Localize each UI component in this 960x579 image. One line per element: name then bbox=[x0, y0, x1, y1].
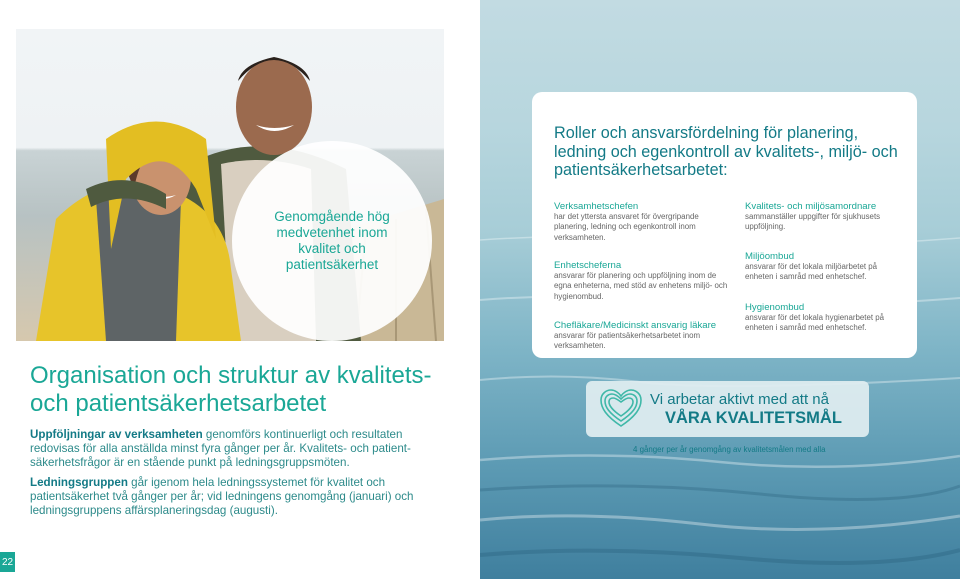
page-number: 22 bbox=[0, 552, 15, 572]
paragraph-followup-text: genomförs kontinuerligt och resultaten redovisas för alla anställda minst fyra gånger per år. Kvalitets- och patient-säkerhetsfrågor är en stående punkt på ledningsgruppsmöten. bbox=[30, 428, 411, 469]
goal-note: 4 gånger per år genomgång av kvalitetsmålen med alla bbox=[633, 445, 826, 454]
role-description: ansvarar för det lokala hygienarbetet på enheten i samråd med enhetschef. bbox=[745, 313, 885, 333]
role-verksamhetschef bbox=[554, 201, 732, 243]
banner-line1: Vi arbetar aktivt med att nå bbox=[650, 391, 829, 408]
role-description: har det yttersta ansvaret för övergripande planering, ledning och egenkontroll inom verksamheten. bbox=[554, 212, 699, 242]
paragraph-followup-lead: Uppföljningar av verksamheten bbox=[30, 428, 203, 441]
role-miljoombud bbox=[745, 251, 905, 283]
paragraph-followup bbox=[30, 428, 440, 470]
photo-caption-badge bbox=[232, 141, 432, 341]
banner-line2: VÅRA KVALITETSMÅL bbox=[665, 409, 842, 427]
role-description: ansvarar för planering och uppföljning inom de egna enheterna, med stöd av enhetens miljö- och hygienombud. bbox=[554, 271, 728, 301]
role-heading: Chefläkare/Medicinskt ansvarig läkare bbox=[554, 320, 717, 331]
role-kvalitetssamordnare bbox=[745, 201, 905, 233]
quality-goals-banner bbox=[586, 381, 869, 437]
role-description: ansvarar för det lokala miljöarbetet på enheten i samråd med enhetschef. bbox=[745, 262, 878, 282]
role-heading: Hygienombud bbox=[745, 302, 805, 313]
paragraph-management bbox=[30, 476, 440, 518]
roles-card-title: Roller och ansvarsfördelning för planering, ledning och egenkontroll av kvalitets-, miljö- och patientsäkerhetsarbetet: bbox=[554, 124, 898, 179]
photo-caption: Genomgående hög medvetenhet inom kvalitet och patientsäkerhet bbox=[274, 209, 390, 272]
section-title: Organisation och struktur av kvalitets- och patientsäkerhetsarbetet bbox=[30, 362, 432, 417]
role-heading: Verksamhetschefen bbox=[554, 201, 639, 212]
role-description: sammanställer uppgifter för sjukhusets uppföljning. bbox=[745, 212, 881, 232]
role-enhetschefer bbox=[554, 260, 732, 302]
roles-card bbox=[532, 92, 917, 358]
role-heading: Miljöombud bbox=[745, 251, 795, 262]
role-chefslakare bbox=[554, 320, 732, 352]
role-hygienombud bbox=[745, 302, 905, 334]
role-heading: Kvalitets- och miljösamordnare bbox=[745, 201, 877, 212]
role-description: ansvarar för patientsäkerhetsarbetet inom verksamheten. bbox=[554, 331, 701, 351]
hero-photo bbox=[16, 29, 444, 341]
paragraph-management-lead: Ledningsgruppen bbox=[30, 476, 128, 489]
role-heading: Enhetscheferna bbox=[554, 260, 622, 271]
paragraph-management-text: går igenom hela ledningssystemet för kvalitet och patientsäkerhet två gånger per år; vid ledningens genomgång (januari) och ledningsgruppens affärsplaneringsdag (augusti). bbox=[30, 476, 414, 517]
heart-icon bbox=[598, 386, 644, 437]
